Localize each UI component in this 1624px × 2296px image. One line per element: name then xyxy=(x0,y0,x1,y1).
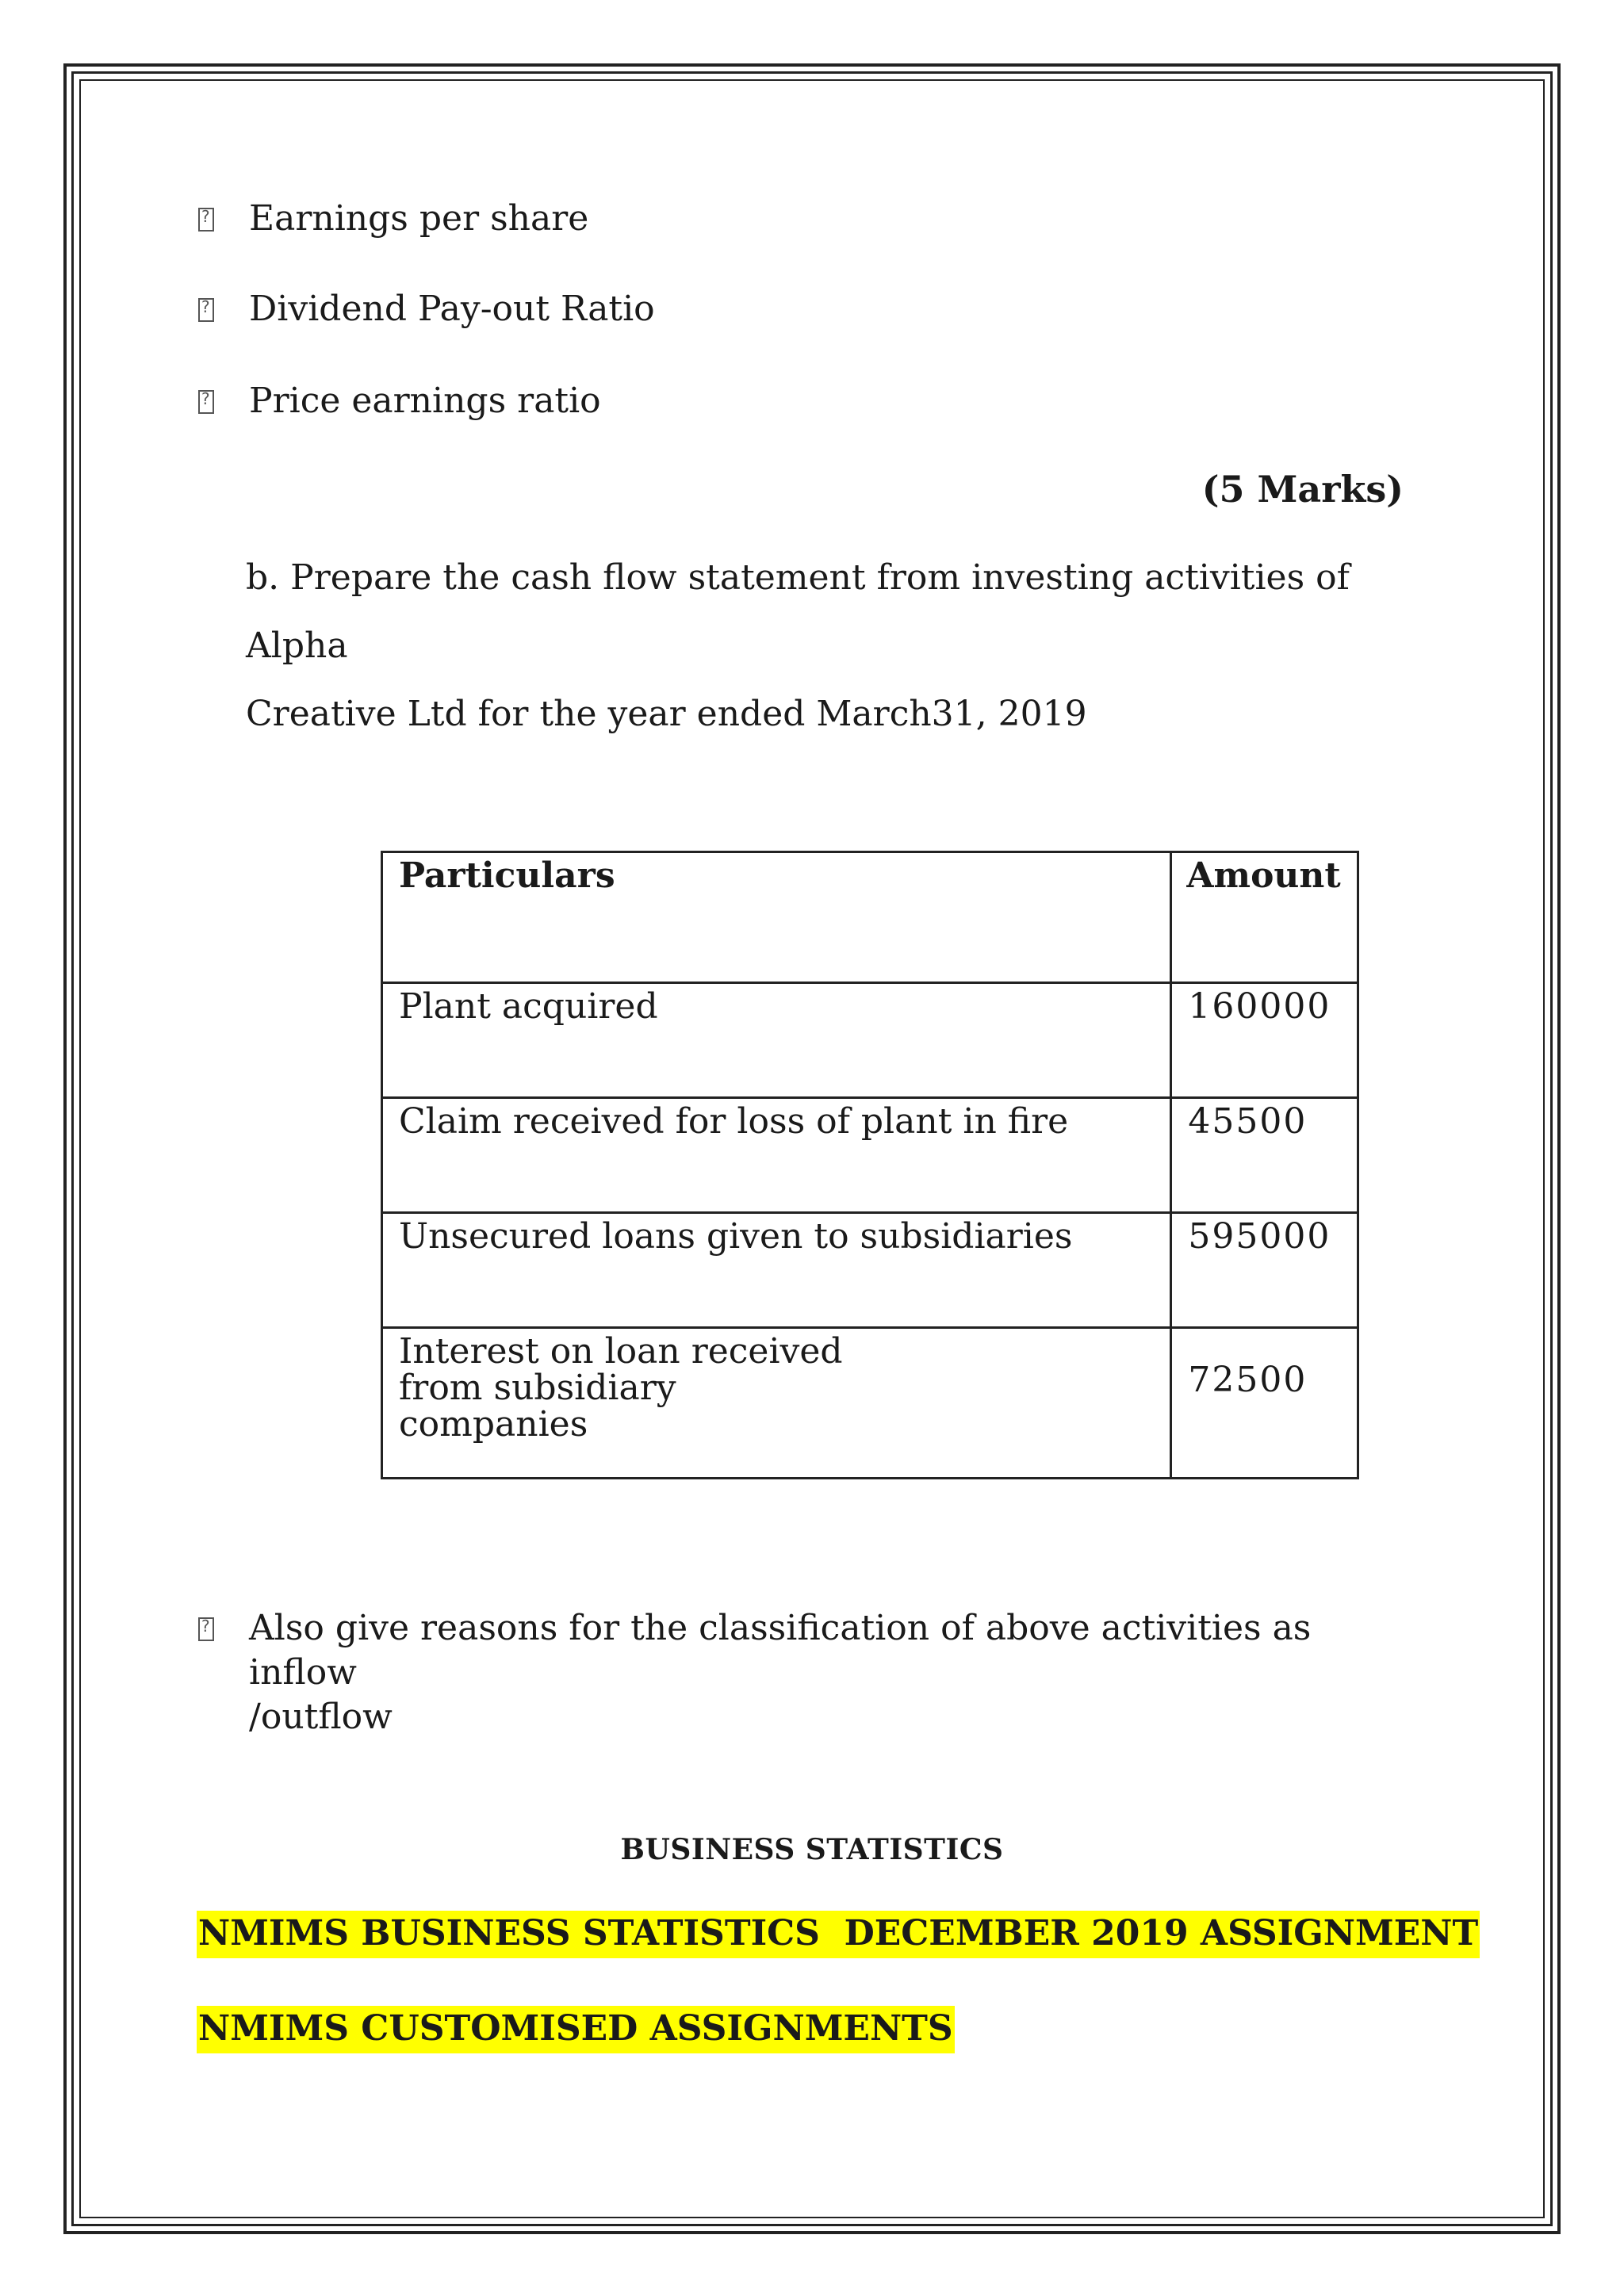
header-particulars: Particulars xyxy=(382,852,1171,983)
bullet-item xyxy=(198,197,588,241)
missing-glyph-bullet-icon xyxy=(198,208,214,232)
bullet-item xyxy=(198,287,655,331)
highlighted-title-2: NMIMS CUSTOMISED ASSIGNMENTS xyxy=(197,2006,955,2053)
bullet-item xyxy=(198,379,601,423)
header-amount: Amount xyxy=(1171,852,1358,983)
cell-amount: 595000 xyxy=(1171,1213,1358,1328)
cell-amount: 45500 xyxy=(1171,1098,1358,1213)
question-b-line-2: Creative Ltd for the year ended March31, 2019 xyxy=(246,694,1087,734)
table-row xyxy=(382,1328,1358,1479)
missing-glyph-bullet-icon xyxy=(198,298,214,322)
cash-flow-table xyxy=(381,851,1359,1479)
table-header-row xyxy=(382,852,1358,983)
missing-glyph-bullet-icon xyxy=(198,1617,214,1641)
cell-amount: 72500 xyxy=(1171,1328,1358,1479)
highlighted-title-1: NMIMS BUSINESS STATISTICS DECEMBER 2019 ASSIGNMENT xyxy=(197,1911,1480,1958)
marks-label: (5 Marks) xyxy=(1201,468,1404,511)
bullet-text-line-2: /outflow xyxy=(249,1697,393,1737)
cell-particular: Interest on loan received from subsidiary companies xyxy=(382,1328,1171,1479)
bullet-text xyxy=(249,1606,1404,1739)
table-row xyxy=(382,1213,1358,1328)
bullet-text: Dividend Pay-out Ratio xyxy=(249,289,655,329)
bullet-text: Earnings per share xyxy=(249,198,589,239)
question-b-line-1: b. Prepare the cash flow statement from investing activities of Alpha xyxy=(246,557,1350,666)
cell-amount: 160000 xyxy=(1171,983,1358,1098)
bullet-text: Price earnings ratio xyxy=(249,381,601,421)
cell-particular: Claim received for loss of plant in fire xyxy=(382,1098,1171,1213)
question-b xyxy=(246,544,1388,748)
table-row xyxy=(382,1098,1358,1213)
table-row xyxy=(382,983,1358,1098)
section-heading: BUSINESS STATISTICS xyxy=(620,1833,1004,1866)
cell-particular: Plant acquired xyxy=(382,983,1171,1098)
cell-particular: Unsecured loans given to subsidiaries xyxy=(382,1213,1171,1328)
bullet-item xyxy=(198,1606,1404,1739)
bullet-text-line-1: Also give reasons for the classification of above activities as inflow xyxy=(249,1608,1312,1693)
missing-glyph-bullet-icon xyxy=(198,390,214,414)
